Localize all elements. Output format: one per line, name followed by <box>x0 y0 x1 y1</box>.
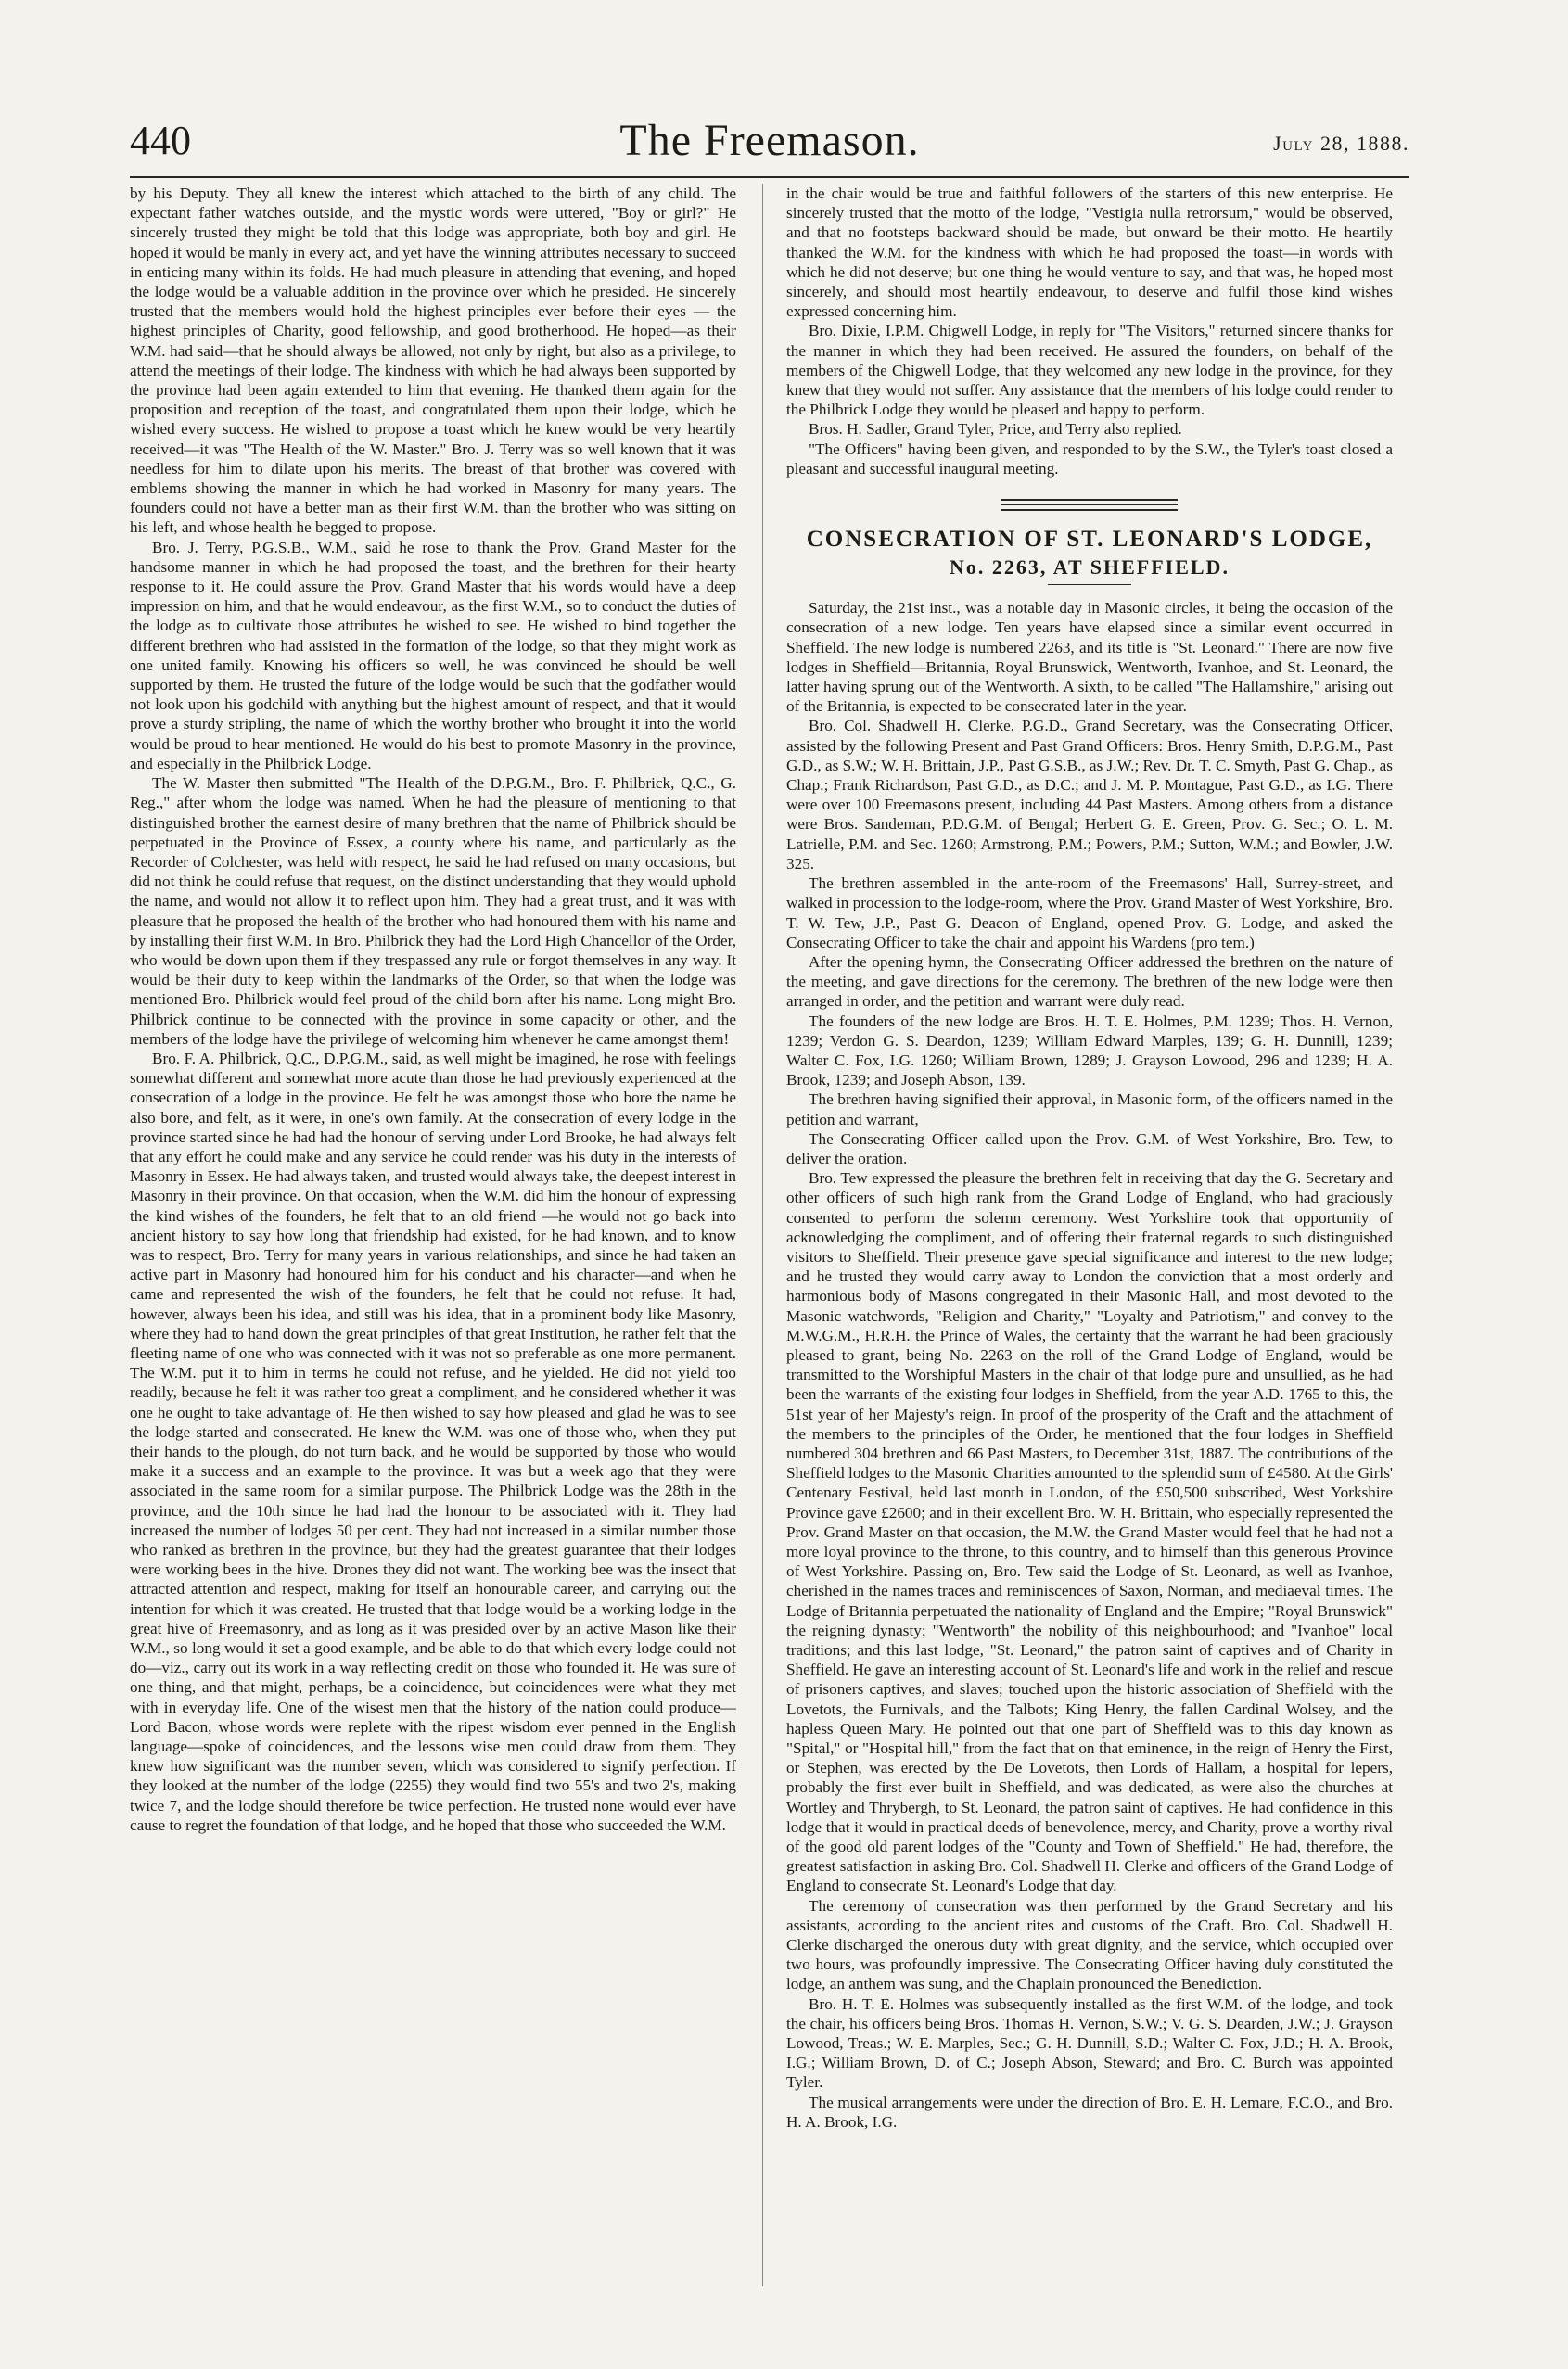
paragraph: Bro. F. A. Philbrick, Q.C., D.P.G.M., said, as well might be imagined, he rose with feelings somewhat different and somewhat more acute than those he had previously experienced at the consecration of a lodge in the province. He felt he was amongst those who bore the name he also bore, and felt, as it were, in one's own family. At the consecration of every lodge in the province started since he had had the honour of serving under Lord Brooke, he had always felt that any effort he could make and any service he could render was his duty in the interests of Masonry in Essex. He had always taken, and trusted would always take, the deepest interest in Masonry in their province. On that occasion, when the W.M. did him the honour of expressing the kind wishes of the founders, he felt that to an old friend —he would not go back into ancient history to say how long that friendship had existed, for he had known, and to know was to respect, Bro. Terry for many years in various relationships, and since he had taken an active part in Masonry had honoured him for his conduct and his character—and when he came and represented the wish of the founders, he felt that he could not refuse. It had, however, always been his idea, and still was his idea, that in a prominent body like Masonry, where they had to hand down the great principles of that great Institution, he rather felt that the fleeting name of one who was connected with it was not so preferable as one more permanent. The W.M. put it to him in terms he could not refuse, and he yielded. He did not yield too readily, because he felt it was rather too great a compliment, and he considered whether it was one he ought to take advantage of. He then wished to say how pleased and glad he was to see the lodge started and consecrated. He knew the W.M. was one of those who, when they put their hands to the plough, do not turn back, and he would be supported by those who would make it a success and an example to the province. It was but a week ago that they were associated in the same room for a similar purpose. The Philbrick Lodge was the 28th in the province, and the 10th since he had had the honour to be associated with it. They had increased the number of lodges 50 per cent. They had not increased in a similar number those who ranked as brethren in the province, but they had the greatest guarantee that their lodges were working bees in the hive. Drones they did not want. The working bee was the insect that attracted attention and respect, making for itself an honourable career, and carrying out the intention for which it was created. He trusted that that lodge would be a working lodge in the great hive of Freemasonry, and as long as it was presided over by an active Mason like their W.M., so long would it set a good example, and be able to do that which every lodge could not do—viz., carry out its work in a way reflecting credit on those who founded it. He was sure of one thing, and that might, perhaps, be a coincidence, but coincidences were what they met with in everyday life. One of the wisest men that the history of the nation could produce—Lord Bacon, whose words were replete with the ripest wisdom ever penned in the English language—spoke of coincidences, and the lessons wise men could draw from them. They knew how significant was the number seven, which was considered to signify perfection. If they looked at the number of the lodge (2255) they would find two 55's and two 2's, making twice 7, and the lodge should therefore be twice perfection. He trusted none would ever have cause to regret the foundation of that lodge, and he hoped that those who succeeded the W.M. <box>130 1049 736 1834</box>
paragraph: The ceremony of consecration was then performed by the Grand Secretary and his assistants, according to the ancient rites and customs of the Craft. Bro. Col. Shadwell H. Clerke discharged the onerous duty with great dignity, and the service, which occupied over two hours, was profoundly impressive. The Consecrating Officer having duly constituted the lodge, an anthem was sung, and the Chaplain pronounced the Benediction. <box>786 1896 1393 1993</box>
paragraph: After the opening hymn, the Consecrating Officer addressed the brethren on the nature of the meeting, and gave directions for the ceremony. The brethren of the new lodge were then arranged in order, and the petition and warrant were duly read. <box>786 952 1393 1011</box>
paragraph: "The Officers" having been given, and responded to by the S.W., the Tyler's toast closed a pleasant and successful inaugural meeting. <box>786 439 1393 478</box>
paragraph: The founders of the new lodge are Bros. H. T. E. Holmes, P.M. 1239; Thos. H. Vernon, 1239; Verdon G. S. Deardon, 1239; William Edward Marples, 139; G. H. Dunnill, 1239; Walter C. Fox, I.G. 1260; William Brown, 1289; J. Grayson Lowood, 296 and 1239; H. A. Brook, 1239; and Joseph Abson, 139. <box>786 1012 1393 1089</box>
article-subheading: No. 2263, AT SHEFFIELD. <box>950 555 1230 580</box>
paragraph: in the chair would be true and faithful followers of the starters of this new enterprise. He sincerely trusted that the motto of the lodge, "Vestigia nulla retrorsum," would be observed, and that no footsteps backward should be made, but onward be their motto. He heartily thanked the W.M. for the kindness with which he had proposed the toast—in words with which he did not deserve; but one thing he would venture to say, and that was, he hoped most sincerely, and should most heartily endeavour, to deserve and fulfil those kind wishes expressed concerning him. <box>786 185 1393 321</box>
paragraph: Bros. H. Sadler, Grand Tyler, Price, and Terry also replied. <box>809 420 1182 439</box>
page-number: 440 <box>130 118 191 163</box>
paragraph: Bro. Dixie, I.P.M. Chigwell Lodge, in reply for "The Visitors," returned sincere thanks for the manner in which they had been received. He assured the founders, on behalf of the members of the Chigwell Lodge, that they welcomed any new lodge in the province, for they knew that they would not suffer. Any assistance that the members of his lodge could render to the Philbrick Lodge they would be pleased and happy to perform. <box>786 322 1393 419</box>
paragraph: Bro. Col. Shadwell H. Clerke, P.G.D., Grand Secretary, was the Consecrating Officer, assisted by the following Present and Past Grand Officers: Bros. Henry Smith, D.P.G.M., Past G.D., as S.W.; W. H. Brittain, J.P., Past G.S.B., as J.W.; Rev. Dr. T. C. Smyth, Past G. Chap., as Chap.; Frank Richardson, Past G.D., as D.C.; and J. M. P. Montague, Past G.D., as I.G. There were over 100 Freemasons present, including 44 Past Masters. Among others from a distance were Bros. Sandeman, P.D.G.M. of Bengal; Herbert G. E. Green, Prov. G. Sec.; O. L. M. Latrielle, P.M. and Sec. 1260; Armstrong, P.M.; Powers, P.M.; Sutton, W.M.; and Bowler, J.W. 325. <box>786 717 1393 872</box>
right-column <box>786 184 1393 2286</box>
heading-rule <box>1048 584 1131 585</box>
paragraph: Bro. J. Terry, P.G.S.B., W.M., said he rose to thank the Prov. Grand Master for the handsome manner in which he had proposed the toast, and the brethren for their hearty response to it. He could assure the Prov. Grand Master that his words would have a deep impression on him, and that he would endeavour, as the first W.M., so to conduct the duties of the lodge as to cultivate those attributes he wished to see. He wished to bind together the different brethren who had assisted in the formation of the lodge, so that they might work as one united family. Knowing his officers so well, he was convinced he should be well supported by them. He trusted the future of the lodge would be such that the godfather would not look upon his godchild with anything but the highest amount of respect, and that it would prove a sturdy stripling, the name of which the worthy brother who brought it into the world would be proud to hear mentioned. He would do his best to promote Masonry in the province, and especially in the Philbrick Lodge. <box>130 538 736 772</box>
paragraph: The W. Master then submitted "The Health of the D.P.G.M., Bro. F. Philbrick, Q.C., G. Reg.," after whom the lodge was named. When he had the pleasure of mentioning to that distinguished brother the earnest desire of many brethren that the name of Philbrick should be perpetuated in the Province of Essex, a county where his name, and particularly as the Recorder of Colchester, was held with respect, he said he had refused on many occasions, but did not think he could refuse that request, on the distinct understanding that they would uphold the name, and would not allow it to reflect upon him. They had a great trust, and it was with pleasure that he proposed the health of the brother who had honoured them with his name and by installing their first W.M. In Bro. Philbrick they had the Lord High Chancellor of the Order, who would be down upon them if they trespassed any rule or forgot themselves in any way. It would be their duty to keep within the landmarks of the Order, so that when the lodge was mentioned Bro. Philbrick would feel proud of the child born after his name. Long might Bro. Philbrick continue to be connected with the province in some capacity or other, and the members of the lodge have the privilege of welcoming him whenever he came amongst them! <box>130 774 736 1048</box>
masthead <box>130 115 1409 174</box>
paragraph: Bro. H. T. E. Holmes was subsequently installed as the first W.M. of the lodge, and took the chair, his officers being Bros. Thomas H. Vernon, S.W.; V. G. S. Dearden, J.W.; J. Grayson Lowood, Treas.; W. E. Marples, Sec.; G. H. Dunnill, S.D.; Walter C. Fox, J.D.; H. A. Brook, I.G.; William Brown, D. of C.; Joseph Abson, Steward; and Bro. C. Burch was appointed Tyler. <box>786 1994 1393 2092</box>
paragraph: by his Deputy. They all knew the interest which attached to the birth of any child. The expectant father watches outside, and the mystic words were uttered, "Boy or girl?" He sincerely trusted they might be told that this lodge was appropriate, both boy and girl. He hoped it would be manly in every act, and yet have the winning attributes necessary to succeed in enticing many within its folds. He had much pleasure in attending that evening, and hoped the lodge would be a valuable addition in the province over which he presided. He sincerely trusted that the members would hold the highest principles ever before their eyes — the highest principles of Charity, good fellowship, and good brotherhood. He hoped—as their W.M. had said—that he should always be allowed, not only by right, but also as a privilege, to attend the meetings of their lodge. The kindness with which he had always been supported by the province had been again extended to him that evening. He thanked them again for the proposition and reception of the toast, and congratulated them upon their lodge, which he wished every success. He wished to propose a toast which he knew would be very heartily received—it was "The Health of the W. Master." Bro. J. Terry was so well known that it was needless for him to dilate upon his merits. The breast of that brother was covered with emblems showing the manner in which he had worked in Masonry for many years. The founders could not have a better man as their first W.M. than the brother who was sitting on his left, and whose health he begged to propose. <box>130 185 736 537</box>
left-column <box>130 184 736 2286</box>
header-rule <box>130 176 1409 178</box>
paragraph: Bro. Tew expressed the pleasure the brethren felt in receiving that day the G. Secretary and other officers of such high rank from the Grand Lodge of England, who had graciously consented to perform the solemn ceremony. West Yorkshire took that opportunity of acknowledging the compliment, and of offering their fraternal regards to such distinguished visitors to Sheffield. Their presence gave special significance and interest to the new lodge; and he trusted they would carry away to London the conviction that a most orderly and harmonious body of Masons congregated in their Masonic Hall, and most devoted to the Masonic watchwords, "Religion and Charity," "Loyalty and Patriotism," and convey to the M.W.G.M., H.R.H. the Prince of Wales, the certainty that the warrant he had been graciously pleased to grant, being No. 2263 on the roll of the Grand Lodge of England, would be transmitted to the Worshipful Masters in the chair of that lodge pure and unsullied, as he had been the warrants of the existing four lodges in Sheffield, from the year A.D. 1765 to this, the 51st year of her Majesty's reign. In proof of the prosperity of the Craft and the attachment of the members to the principles of the Order, he mentioned that the four lodges in Sheffield numbered 304 brethren and 66 Past Masters, to December 31st, 1887. The contributions of the Sheffield lodges to the Masonic Charities amounted to the splendid sum of £4580. At the Girls' Centenary Festival, held last month in London, of the £50,500 subscribed, West Yorkshire Province gave £2600; and in their excellent Bro. W. H. Brittain, who especially represented the Prov. Grand Master on that occasion, the M.W. the Grand Master would feel that he had not a more loyal province to the throne, to this country, and to himself than this generous Province of West Yorkshire. Passing on, Bro. Tew said the Lodge of St. Leonard, as well as Ivanhoe, cherished in the names traces and reminiscences of Saxon, Norman, and mediaeval times. The Lodge of Britannia perpetuated the nationality of England and the Empire; "Royal Brunswick" the reigning dynasty; "Wentworth" the nobility of this neighbourhood; and "Ivanhoe" local traditions; and this last lodge, "St. Leonard," the patron saint of captives and of Charity in Sheffield. He gave an interesting account of St. Leonard's life and work in the relief and rescue of prisoners captives, and slaves; touched upon the historic association of Sheffield with the Lovetots, the Furnivals, and the Talbots; King Henry, the fallen Cardinal Wolsey, and the hapless Queen Mary. He pointed out that one part of Sheffield was to this day known as "Spital," or "Hospital hill," from the fact that on that eminence, in the reign of Henry the First, or Stephen, was erected by the De Lovetots, then Lords of Hallam, a hospital for lepers, probably the first ever built in Sheffield, and was dedicated, as were also the churches at Wortley and Thrybergh, to St. Leonard, the patron saint of captives. He had confidence in this lodge that it would in practical deeds of benevolence, mercy, and Charity, prove a worthy rival of the good old parent lodges of the "County and Town of Sheffield." He had, therefore, the greatest satisfaction in asking Bro. Col. Shadwell H. Clerke and officers of the Grand Lodge of England to consecrate St. Leonard's Lodge that day. <box>786 1169 1393 1895</box>
column-divider <box>762 184 763 2286</box>
article-heading: CONSECRATION OF ST. LEONARD'S LODGE, <box>806 527 1373 553</box>
paragraph: The musical arrangements were under the direction of Bro. E. H. Lemare, F.C.O., and Bro. H. A. Brook, I.G. <box>786 2093 1393 2131</box>
section-divider <box>1001 499 1178 511</box>
paragraph: The Consecrating Officer called upon the Prov. G.M. of West Yorkshire, Bro. Tew, to deliver the oration. <box>786 1129 1393 1167</box>
paragraph: The brethren assembled in the ante-room of the Freemasons' Hall, Surrey-street, and walked in procession to the lodge-room, where the Prov. Grand Master of West Yorkshire, Bro. T. W. Tew, J.P., Past G. Deacon of England, opened Prov. G. Lodge, and asked the Consecrating Officer to take the chair and appoint his Wardens (pro tem.) <box>786 874 1393 951</box>
issue-date: July 28, 1888. <box>1273 132 1409 155</box>
paragraph: The brethren having signified their approval, in Masonic form, of the officers named in the petition and warrant, <box>786 1090 1393 1128</box>
paragraph: Saturday, the 21st inst., was a notable day in Masonic circles, it being the occasion of the consecration of a new lodge. Ten years have elapsed since a similar event occurred in Sheffield. The new lodge is numbered 2263, and its title is "St. Leonard." There are now five lodges in Sheffield—Britannia, Royal Brunswick, Wentworth, Ivanhoe, and St. Leonard, the latter having sprung out of the Wentworth. A sixth, to be called "The Hallamshire," arising out of the Britannia, is expected to be consecrated later in the year. <box>786 599 1393 716</box>
newspaper-title: The Freemason. <box>619 116 920 165</box>
